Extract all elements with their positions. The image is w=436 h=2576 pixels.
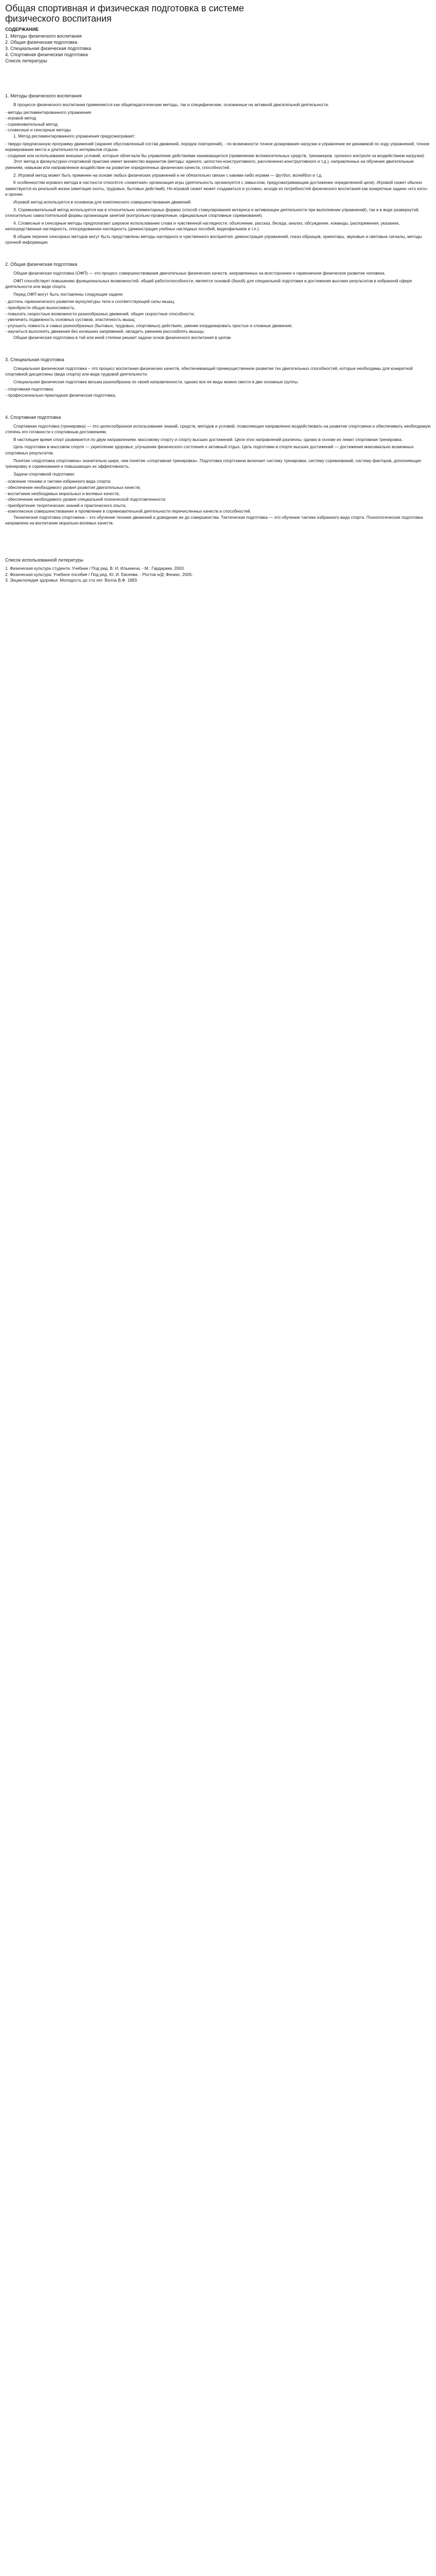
bibliography-item: 3. Энциклопедия здоровья. Молодость до ста лет. Вэлла В.Ф. 1993. — [5, 578, 138, 583]
paragraph: 3. Соревновательный метод используется как в относительно элементарных формах (способ стимулирования интереса и активизации деятельности при выполнении упражнений), так и в виде развернутой, относительно самостоятельной формы организации занятий (контрольно-проверочные, официальные спортивные соревнования). — [5, 207, 420, 218]
paragraph: Спортивная подготовка (тренировка) — это целесообразное использование знаний, средств, методов и условий, позволяющее направленно воздействовать на развитие спортсмена и обеспечивать необходимую степень его готовности к спортивным достижениям. — [5, 423, 431, 435]
paragraph: К особенностям игрового метода в частности относятся «сюжетная» организация игры (деятельность организуется с замыслом, предусматривающим достижение определенной цели). Игровой сюжет обычно заимствуется из реальной жизни (имитация охоты, трудовых, бытовых действий). Но игровой сюжет может создаваться и условно, исходя из потребностей физического воспитания как конкретные задачи «кто кого» и прочее. — [5, 180, 428, 197]
list-item: - словесные и сенсорные методы — [5, 128, 71, 133]
toc-item[interactable]: Список литературы — [5, 58, 47, 63]
list-item: - воспитание необходимых моральных и волевых качеств; — [5, 491, 120, 496]
paragraph: Общая физическая подготовка в той или иной степени решает задачи основ физического воспитания в целом. — [13, 335, 232, 340]
list-item: - научиться выполнять движения без излишних напряжений, овладеть умением расслаблять мышцы. — [5, 329, 205, 334]
bibliography — [5, 557, 431, 584]
list-item: - освоение техники и тактики избранного вида спорта; — [5, 479, 111, 484]
section — [5, 357, 431, 399]
toc-item[interactable]: 4. Спортивная физическая подготовка — [5, 52, 88, 57]
list-item: - повысить скоростные возможности разнообразных движений, общие скоростные способности; — [5, 311, 195, 316]
spacer — [5, 542, 431, 557]
list-item: - игровой метод — [5, 116, 37, 121]
list-item: - спортивная подготовка; — [5, 387, 54, 392]
bibliography-heading: Список использованной литературы — [5, 557, 83, 563]
paragraph: В настоящее время спорт развивается по двум направлениям: массовому спорту и спорту высших достижений. Цели этих направлений различны, однако в основе их лежит спортивная тренировка. — [13, 437, 403, 442]
section-heading: 1. Методы физического воспитания — [5, 93, 82, 98]
list-item: - улучшить ловкость в самых разнообразных (бытовых, трудовых, спортивных) действиях, умение координировать простые и сложные движения; — [5, 323, 293, 328]
section — [5, 414, 431, 527]
toc-item[interactable]: 2. Общая физическая подготовка — [5, 40, 78, 45]
paragraph: Перед ОФП могут быть поставлены следующие задачи: — [13, 292, 124, 297]
section — [5, 93, 431, 246]
paragraph: Цель подготовки в массовом спорте — укрепление здоровья, улучшение физического состояния и активный отдых. Цель подготовки в спорте высших достижений — достижение максимально возможных спортивных результатов. — [5, 445, 414, 455]
list-item: - соревновательный метод — [5, 122, 58, 127]
bibliography-item: 2. Физическая культура: Учебное пособие / Под ред. Ю. И. Евсеева. - Ростов н/Д: Феникс, 2005. — [5, 572, 193, 577]
list-item: - приобрести общую выносливость; — [5, 306, 76, 311]
toc-item[interactable]: 1. Методы физического воспитания — [5, 33, 82, 39]
toc-label: СОДЕРЖАНИЕ — [5, 27, 39, 32]
document-title: Общая спортивная и физическая подготовка в системе физического воспитания — [5, 3, 245, 24]
toc-item[interactable]: 3. Специальная физическая подготовка — [5, 46, 91, 51]
paragraph: 1. Метод регламентированного упражнения предусматривает: — [13, 133, 136, 139]
paragraph: Этот метод в физкультурно-спортивной практике имеет множество вариантов (методы: единого, целостно-конструктивного, расчлененно-конструктивного и т.д.), направленных на обучение двигательным умениям, навыкам или направленное воздействие на развитие определенных физических качеств, способностей. — [5, 159, 414, 170]
list-item: - создание или использование внешних условий, которые облегчали бы управление действиями занимающегося (применение вспомогательных средств, тренажеров, срочного контроля за воздействием нагрузки). — [5, 153, 425, 158]
paragraph: Понятие «подготовка спортсмена» значительно шире, чем понятие «спортивная тренировка». Подготовка спортсмена включает систему тренировки, систему соревнований, систему факторов, дополняющих тренировку и соревнования и повышающих их эффективность. — [5, 458, 422, 469]
list-item: - обеспечение необходимого уровня развития двигательных качеств; — [5, 485, 141, 490]
section-heading: 2. Общая физическая подготовка — [5, 262, 78, 267]
list-item: - приобретение теоретических знаний и практического опыта; — [5, 503, 127, 508]
section — [5, 261, 431, 341]
table-of-contents — [5, 27, 431, 64]
spacer — [5, 64, 431, 93]
paragraph: 2. Игровой метод может быть применен на основе любых физических упражнений и не обязательно связан с какими-либо играми — футбол, волейбол и т.д. — [13, 173, 323, 178]
bibliography-list — [5, 566, 431, 584]
paragraph: Игровой метод используется в основном для комплексного совершенствования движений. — [13, 199, 192, 205]
paragraph: Задачи спортивной подготовки: — [13, 471, 75, 477]
list-item: - методы регламентированного упражнения — [5, 110, 92, 115]
toc-list — [5, 33, 431, 64]
list-item: - профессионально-прикладная физическая подготовка. — [5, 393, 116, 398]
paragraph: ОФП способствует повышению функциональных возможностей, общей работоспособности, является основой (базой) для специальной подготовки и достижения высоких результатов в избранной сфере деятельности или виде спорта. — [5, 278, 412, 290]
document-page — [0, 0, 436, 596]
list-item: - обеспечение необходимого уровня специальной психической подготовленности; — [5, 497, 166, 502]
paragraph: В процессе физического воспитания применяются как общепедагогические методы, так и специфические, основанные на активной двигательной деятельности: — [13, 103, 329, 107]
list-item: - увеличить подвижность основных суставов, эластичность мышц; — [5, 317, 136, 323]
paragraph: Техническая подготовка спортсмена – это обучение технике движений и доведение ее до совершенства. Тактическая подготовка — это обучение тактике избранного вида спорта. Психологическая подготовка направлена на воспитание морально-волевых качеств. — [5, 515, 423, 526]
bibliography-item: 1. Физическая культура студента: Учебник / Под ред. В. И. Ильинича. - М.: Гардарики, 2003. — [5, 566, 185, 571]
paragraph: Специальная физическая подготовка весьма разнообразна по своей направленности, однако все ее виды можно свести в две основные группы: — [13, 379, 299, 384]
paragraph: Специальная физическая подготовка – это процесс воспитания физических качеств, обеспечивающий преимущественное развитие тех двигательных способностей, которые необходимы для конкретной спортивной дисциплины (вида спорта) или вида трудовой деятельности. — [5, 366, 413, 377]
paragraph: 4. Словесные и сенсорные методы предполагают широкое использование слова и чувственной наглядности: объяснение, рассказ, беседа, анализ, обсуждение, команды, распоряжения, указания, непосредственная наглядность, опосредованная наглядность (демонстрация учебных наглядных пособий, видеофильмов и т.п.). — [5, 221, 400, 232]
document-sections — [5, 93, 431, 527]
paragraph: Общая физическая подготовка (ОФП) — это процесс совершенствования двигательных физических качеств, направленных на всестороннее и гармоничное физическое развитие человека. — [13, 271, 386, 276]
list-item: - достичь гармонического развития мускулатуры тела и соответствующей силы мышц; — [5, 299, 175, 304]
section-heading: 4. Спортивная подготовка — [5, 414, 61, 420]
list-item: - комплексное совершенствование и проявление в соревновательной деятельности перечисленных качеств и способностей. — [5, 509, 252, 514]
list-item: - твердо предписанную программу движений (заранее обусловленный состав движений, порядок повторений), - по возможности точное дозирование нагрузки и управление ее динамикой по ходу упражнений, точное нормирование места и длительности интервалов отдыха. — [5, 141, 430, 152]
paragraph: В общем перечне сенсорных методов могут быть представлены методы наглядного и чувственного восприятия: демонстрация упражнений, показ образцов, ориентиры, звуковые и световые сигналы, методы срочной информации. — [5, 234, 422, 245]
section-heading: 3. Специальная подготовка — [5, 357, 64, 362]
